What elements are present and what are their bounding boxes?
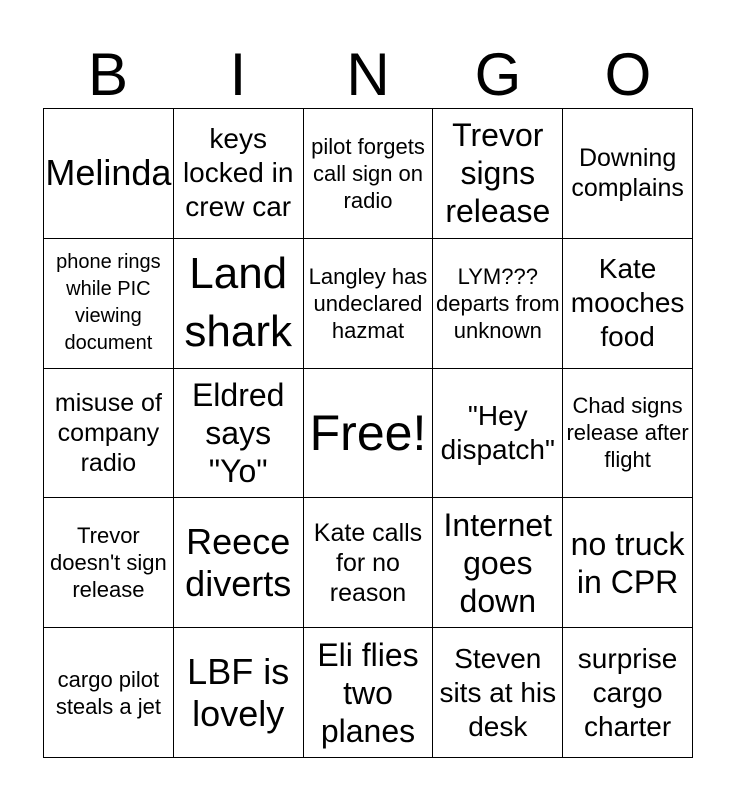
bingo-cell[interactable]: Trevor signs release bbox=[433, 109, 563, 239]
bingo-cell[interactable]: no truck in CPR bbox=[563, 498, 693, 628]
bingo-cell[interactable]: surprise cargo charter bbox=[563, 628, 693, 758]
bingo-cell[interactable]: Chad signs release after flight bbox=[563, 369, 693, 499]
bingo-header bbox=[43, 41, 693, 108]
bingo-cell[interactable]: Eldred says "Yo" bbox=[174, 369, 304, 499]
header-letter-n: N bbox=[346, 41, 390, 108]
header-letter-i: I bbox=[229, 41, 247, 108]
header-letter-o: O bbox=[604, 41, 652, 108]
bingo-cell[interactable]: Kate calls for no reason bbox=[304, 498, 434, 628]
bingo-cell[interactable]: Steven sits at his desk bbox=[433, 628, 563, 758]
bingo-cell[interactable]: Reece diverts bbox=[174, 498, 304, 628]
bingo-cell[interactable]: Kate mooches food bbox=[563, 239, 693, 369]
bingo-cell[interactable]: Land shark bbox=[174, 239, 304, 369]
bingo-grid bbox=[43, 108, 693, 758]
bingo-cell[interactable]: Downing complains bbox=[563, 109, 693, 239]
bingo-cell[interactable]: keys locked in crew car bbox=[174, 109, 304, 239]
bingo-cell[interactable]: LBF is lovely bbox=[174, 628, 304, 758]
header-letter-g: G bbox=[474, 41, 522, 108]
bingo-cell[interactable]: Trevor doesn't sign release bbox=[44, 498, 174, 628]
bingo-cell[interactable]: Free! bbox=[304, 369, 434, 499]
bingo-cell[interactable]: "Hey dispatch" bbox=[433, 369, 563, 499]
bingo-cell[interactable]: pilot forgets call sign on radio bbox=[304, 109, 434, 239]
bingo-cell[interactable]: cargo pilot steals a jet bbox=[44, 628, 174, 758]
bingo-cell[interactable]: LYM??? departs from unknown bbox=[433, 239, 563, 369]
bingo-cell[interactable]: Langley has undeclared hazmat bbox=[304, 239, 434, 369]
bingo-cell[interactable]: Internet goes down bbox=[433, 498, 563, 628]
bingo-cell[interactable]: Melinda bbox=[44, 109, 174, 239]
header-letter-b: B bbox=[87, 41, 129, 108]
bingo-cell[interactable]: phone rings while PIC viewing document bbox=[44, 239, 174, 369]
bingo-cell[interactable]: Eli flies two planes bbox=[304, 628, 434, 758]
bingo-cell[interactable]: misuse of company radio bbox=[44, 369, 174, 499]
